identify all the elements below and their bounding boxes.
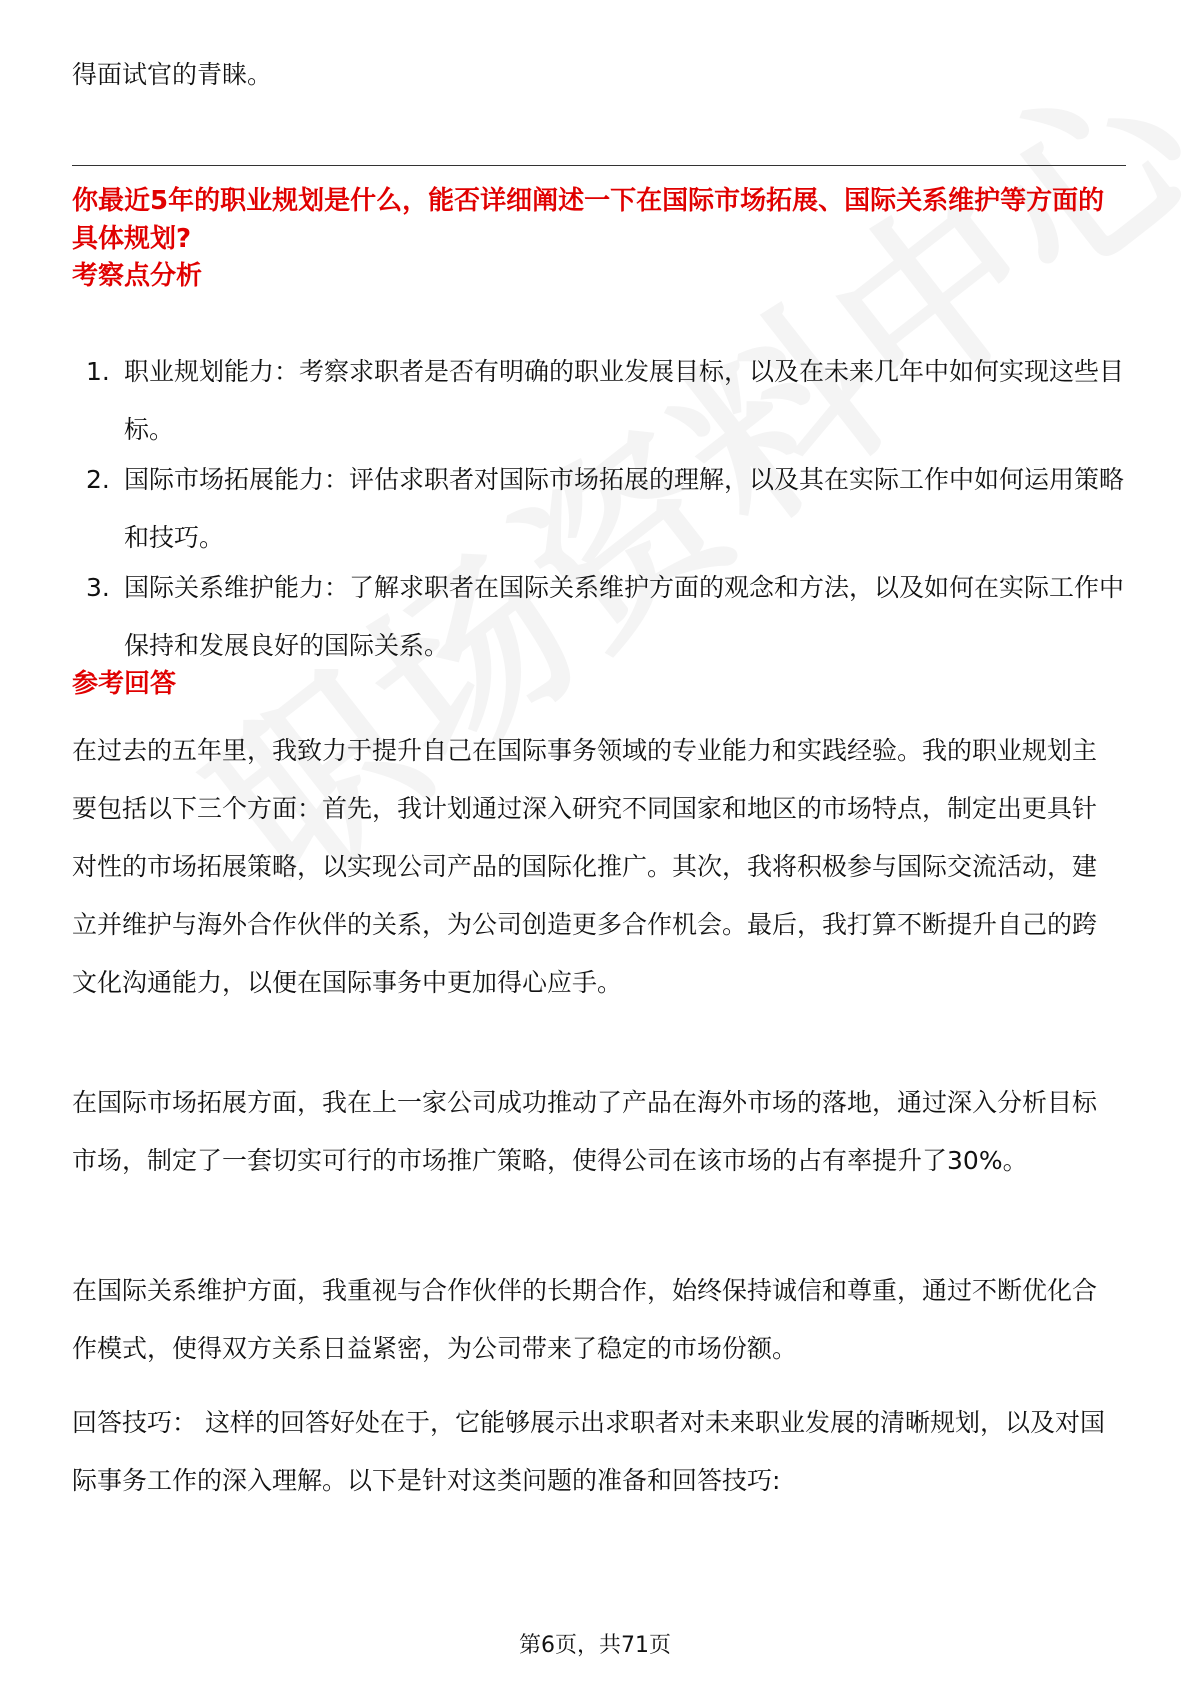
reference-paragraph-1: 在过去的五年里，我致力于提升自己在国际事务领域的专业能力和实践经验。我的职业规划主要包括以下三个方面：首先，我计划通过深入研究不同国家和地区的市场特点，制定出更具针对性的市场拓展策略，以实现公司产品的国际化推广。其次，我将积极参与国际交流活动，建立并维护与海外合作伙伴的关系，为公司创造更多合作机会。最后，我打算不断提升自己的跨文化沟通能力，以便在国际事务中更加得心应手。 [72, 736, 1098, 997]
reference-paragraph-3: 在国际关系维护方面，我重视与合作伙伴的长期合作，始终保持诚信和尊重，通过不断优化合作模式，使得双方关系日益紧密，为公司带来了稳定的市场份额。 [72, 1276, 1098, 1363]
list-number: 3. [86, 573, 110, 602]
analysis-list [72, 343, 1128, 675]
interview-question: 你最近5年的职业规划是什么，能否详细阐述一下在国际市场拓展、国际关系维护等方面的具体规划? [72, 186, 1105, 254]
intro-tail-text: 得面试官的青睐。 [72, 60, 273, 89]
list-item [72, 451, 1128, 567]
list-item-text: 职业规划能力：考察求职者是否有明确的职业发展目标，以及在未来几年中如何实现这些目标。 [124, 357, 1125, 444]
page-number-footer: 第6页，共71页 [519, 1633, 671, 1658]
list-item-text: 国际关系维护能力：了解求职者在国际关系维护方面的观念和方法，以及如何在实际工作中保持和发展良好的国际关系。 [124, 573, 1125, 660]
list-item [72, 559, 1128, 675]
list-number: 1. [86, 357, 110, 386]
analysis-title: 考察点分析 [72, 261, 203, 291]
list-item [72, 343, 1128, 459]
answer-tips-paragraph: 回答技巧： 这样的回答好处在于，它能够展示出求职者对未来职业发展的清晰规划，以及对国际事务工作的深入理解。以下是针对这类问题的准备和回答技巧: [72, 1408, 1105, 1495]
reference-title: 参考回答 [72, 669, 177, 699]
list-number: 2. [86, 465, 110, 494]
section-divider [72, 165, 1126, 166]
reference-paragraph-2: 在国际市场拓展方面，我在上一家公司成功推动了产品在海外市场的落地，通过深入分析目标市场，制定了一套切实可行的市场推广策略，使得公司在该市场的占有率提升了30%。 [72, 1088, 1098, 1175]
list-item-text: 国际市场拓展能力：评估求职者对国际市场拓展的理解，以及其在实际工作中如何运用策略和技巧。 [124, 465, 1125, 552]
